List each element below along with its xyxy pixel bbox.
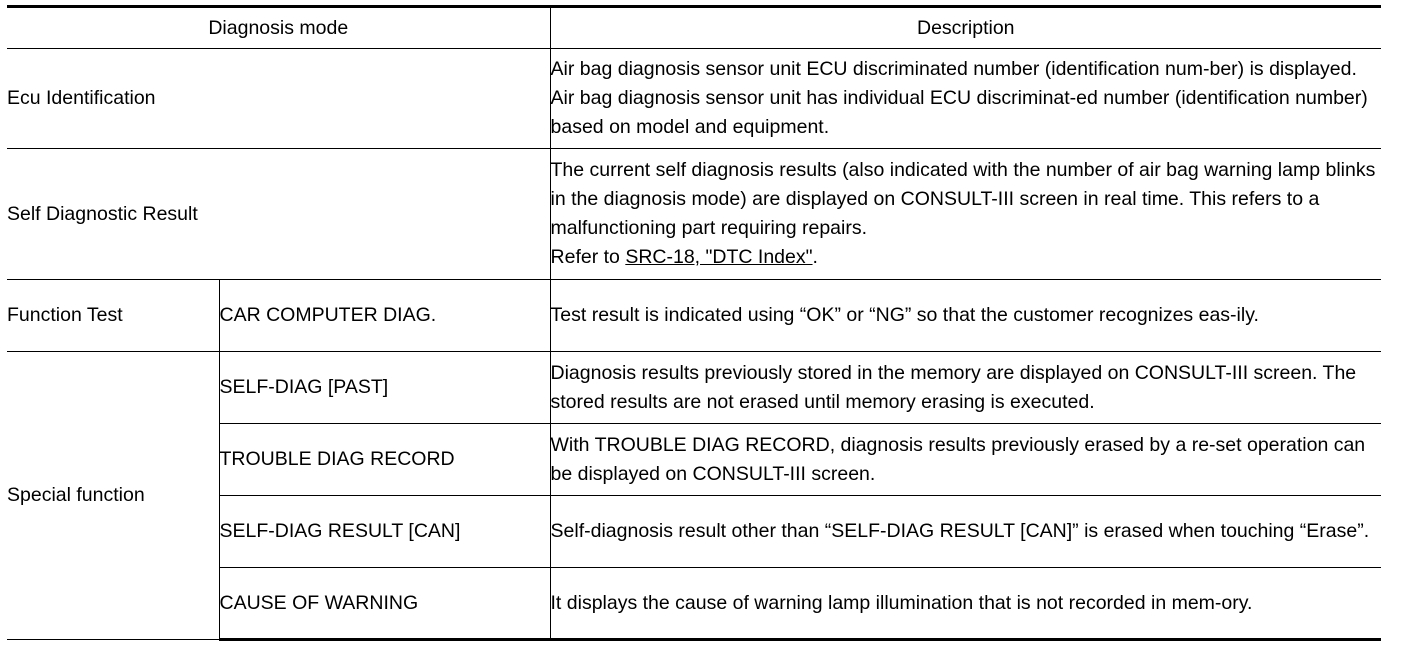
item-self-diag-result-can: SELF-DIAG RESULT [CAN] [219,496,550,568]
table-row-self-diagnostic-result [7,149,1381,280]
refer-prefix: Refer to [550,245,626,268]
mode-function-test: Function Test [7,280,219,352]
header-diagnosis-mode: Diagnosis mode [7,7,550,49]
refer-suffix: . [812,245,818,268]
description-trouble-diag-record: With TROUBLE DIAG RECORD, diagnosis results previously erased by a re-set operation can be displayed on CONSULT-III screen. [550,424,1381,496]
mode-ecu-identification: Ecu Identification [7,49,550,149]
description-car-computer-diag: Test result is indicated using “OK” or “NG” so that the customer recognizes eas-ily. [550,280,1381,352]
self-diagnostic-result-text: The current self diagnosis results (also indicated with the number of air bag warning lamp blinks in the diagnosis mode) are displayed on CONSULT-III screen in real time. This refers to a malfunctioning part requiring repairs. [550,159,1376,239]
header-description: Description [550,7,1381,49]
description-self-diag-result-can: Self-diagnosis result other than “SELF-DIAG RESULT [CAN]” is erased when touching “Erase”. [550,496,1381,568]
dtc-index-link[interactable]: SRC-18, "DTC Index" [625,245,813,268]
item-self-diag-past: SELF-DIAG [PAST] [219,352,550,424]
table-row-ecu-identification [7,49,1381,149]
mode-special-function: Special function [7,352,219,640]
item-trouble-diag-record: TROUBLE DIAG RECORD [219,424,550,496]
item-cause-of-warning: CAUSE OF WARNING [219,568,550,640]
description-ecu-identification: Air bag diagnosis sensor unit ECU discriminated number (identification num-ber) is displayed. Air bag diagnosis sensor unit has individual ECU discriminat-ed number (identification number) based on model and equipment. [550,49,1381,149]
table-row-self-diag-past [7,352,1381,424]
table-header-row [7,7,1381,49]
mode-self-diagnostic-result: Self Diagnostic Result [7,149,550,280]
diagnosis-mode-table [7,5,1381,641]
item-car-computer-diag: CAR COMPUTER DIAG. [219,280,550,352]
description-self-diag-past: Diagnosis results previously stored in the memory are displayed on CONSULT-III screen. The stored results are not erased until memory erasing is executed. [550,352,1381,424]
description-self-diagnostic-result [550,149,1381,280]
description-cause-of-warning: It displays the cause of warning lamp illumination that is not recorded in mem-ory. [550,568,1381,640]
table-row-function-test [7,280,1381,352]
